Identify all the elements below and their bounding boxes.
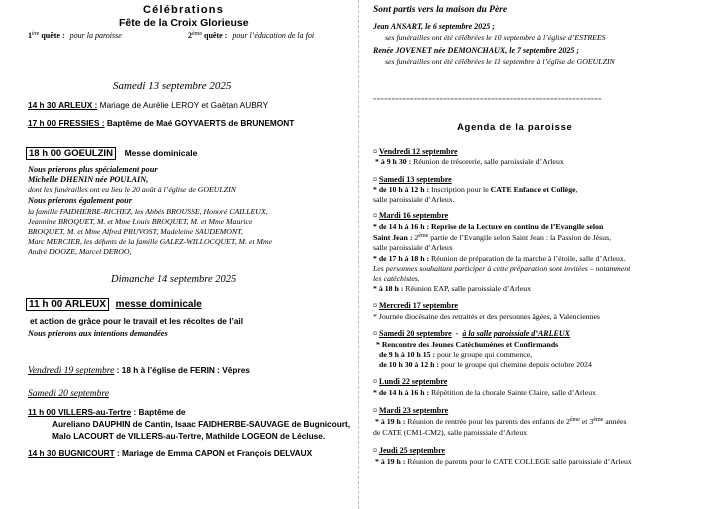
d5-line3 bbox=[379, 360, 592, 369]
d2-l1-text: Inscription pour le bbox=[429, 185, 491, 194]
arleux2-action: et action de grâce pour le travail et les récoltes de l’ail bbox=[30, 316, 244, 326]
bullet-icon: ¤ bbox=[373, 211, 377, 220]
quete1-sup: ère bbox=[32, 31, 40, 37]
d7-l1-text: Réunion de rentrée pour les parents des enfants de 2 bbox=[405, 417, 570, 426]
prions1-heading: Nous prierons plus spécialement pour bbox=[28, 165, 158, 174]
partis-heading: Sont partis vers la maison du Père bbox=[373, 5, 508, 15]
prions2-line4: Marc MERCIER, les défunts de la famille GALEZ-WILLOCQUET, M. et Mme bbox=[28, 237, 273, 246]
d1-l1-text: Réunion de trésorerie, salle paroissiale d’Arleux bbox=[411, 157, 564, 166]
feast-subtitle: Fête de la Croix Glorieuse bbox=[119, 17, 249, 29]
d3-date: Mardi 16 septembre bbox=[379, 211, 449, 220]
d4-date: Mercredi 17 septembre bbox=[379, 301, 459, 310]
agenda-date-vendredi-12 bbox=[373, 147, 458, 156]
agenda-date-mardi-16 bbox=[373, 211, 448, 220]
fressies-time: 17 h 00 FRESSIES : bbox=[28, 118, 105, 128]
d1-l1-time: * à 9 h 30 : bbox=[375, 157, 412, 166]
prions2-heading: Nous prierons également pour bbox=[28, 196, 132, 205]
d8-date: Jeudi 25 septembre bbox=[379, 446, 446, 455]
arleux2-time: 11 h 00 ARLEUX bbox=[26, 298, 109, 311]
d8-line1 bbox=[375, 457, 632, 466]
bullet-icon: ¤ bbox=[373, 377, 377, 386]
d5-date: Samedi 20 septembre bbox=[379, 329, 452, 338]
agenda-date-mercredi-17 bbox=[373, 301, 458, 310]
vendredi-text: : 18 h à l’église de FERIN : Vêpres bbox=[114, 365, 250, 375]
ansart-name: Jean ANSART, le 6 septembre 2025 ; bbox=[373, 22, 495, 31]
agenda-date-samedi-20 bbox=[373, 329, 570, 338]
d3-l4-text: Réunion de préparation de la marche à l’étoile, salle d’Arleux. bbox=[429, 254, 626, 263]
samedi-heading: Samedi 13 septembre 2025 bbox=[113, 80, 232, 92]
d3-l2-sup: ème bbox=[418, 233, 429, 239]
agenda-date-lundi-22 bbox=[373, 377, 447, 386]
quete-line bbox=[28, 31, 122, 40]
d6-l1-text: Répétition de la chorale Sainte Claire, salle d’Arleux bbox=[429, 388, 597, 397]
d1-line1 bbox=[375, 157, 564, 166]
d3-line2 bbox=[373, 233, 611, 242]
fressies-baptism bbox=[28, 118, 294, 128]
d7-line2: de CATE (CM1-CM2), salle paroissiale d’Arleux bbox=[373, 428, 528, 437]
quete2-num: 2 bbox=[188, 31, 192, 40]
d2-line1 bbox=[373, 185, 578, 194]
vendredi-vepres bbox=[28, 365, 250, 376]
arleux2-label: messe dominicale bbox=[115, 299, 202, 310]
d3-line1: * de 14 h à 16 h : Reprise de la Lecture en continu de l’Evangile selon bbox=[373, 222, 604, 231]
d3-line5: Les personnes souhaitant participer à cette préparation sont invitées – notamment bbox=[373, 264, 631, 273]
prions2-line3: BROQUET, M. et Mme Alfred PRUVOST, Madeleine SAUDEMONT, bbox=[28, 227, 243, 236]
bullet-icon: ¤ bbox=[373, 406, 377, 415]
celebrations-title: Célébrations bbox=[143, 4, 225, 16]
d5-l2-time: de 9 h à 10 h 15 : bbox=[379, 350, 436, 359]
quete2-text: pour l’éducation de la foi bbox=[232, 31, 315, 40]
prions2-line2: Jeannine BROQUET, M. et Mme Louis BROQUET, M. et Mme Maurice bbox=[28, 217, 253, 226]
bullet-icon: ¤ bbox=[373, 175, 377, 184]
agenda-title: Agenda de la paroisse bbox=[457, 122, 573, 133]
arleux-text: Mariage de Aurélie LEROY et Gaëtan AUBRY bbox=[97, 100, 269, 110]
bugnicourt-time: 14 h 30 BUGNICOURT bbox=[28, 448, 115, 458]
jovenet-detail: ses funérailles ont été célébrées le 11 septembre à l’église de GOEULZIN bbox=[385, 57, 615, 66]
d5-l3-time: de 10 h 30 à 12 h : bbox=[379, 360, 439, 369]
dimanche-heading: Dimanche 14 septembre 2025 bbox=[111, 274, 237, 285]
bullet-icon: ¤ bbox=[373, 147, 377, 156]
d7-l1-sup2: ème bbox=[593, 417, 604, 423]
prions2-line1: la famille FAIDHERBE-RICHEZ, les Abbés BROUSSE, Honoré CAILLEUX, bbox=[28, 207, 268, 216]
d6-line1 bbox=[373, 388, 596, 397]
goeulzin-label: Messe dominicale bbox=[124, 148, 198, 158]
quete1-label: quête : bbox=[39, 31, 65, 40]
goeulzin-mass bbox=[26, 148, 197, 159]
d3-l2-num: 2 bbox=[412, 233, 419, 242]
d5-line1: * Rencontre des Jeunes Catéchumènes et Confirmands bbox=[376, 340, 559, 349]
arleux-wedding bbox=[28, 100, 268, 110]
d5-place: à la salle paroissiale d’ARLEUX bbox=[462, 329, 570, 338]
d5-line2 bbox=[379, 350, 532, 359]
d5-sep: - bbox=[451, 329, 463, 338]
d7-l1-end: années bbox=[603, 417, 627, 426]
d2-date: Samedi 13 septembre bbox=[379, 175, 452, 184]
quete1-text: pour la paroisse bbox=[69, 31, 122, 40]
prions1-detail: dont les funérailles ont eu lieu le 20 août à l’église de GOEULZIN bbox=[28, 185, 236, 194]
d6-l1-time: * de 14 h à 16 h : bbox=[373, 388, 430, 397]
quete2-line bbox=[188, 31, 314, 40]
vendredi-heading: Vendredi 19 septembre bbox=[28, 366, 115, 376]
d3-l7-time: * à 18 h : bbox=[373, 284, 404, 293]
samedi20-heading: Samedi 20 septembre bbox=[28, 389, 109, 399]
d5-l3-text: pour le groupe qui chemine depuis octobre 2024 bbox=[439, 360, 592, 369]
ansart-detail: ses funérailles ont été célébrées le 10 septembre à l’église d’ESTREES bbox=[385, 33, 606, 42]
d5-l2-text: pour le groupe qui commence, bbox=[435, 350, 533, 359]
bullet-icon: ¤ bbox=[373, 301, 377, 310]
quete2-label: quête : bbox=[202, 31, 228, 40]
d7-line1 bbox=[375, 417, 626, 426]
d8-l1-text: Réunion de parents pour le CATE COLLEGE salle paroissiale d’Arleux bbox=[405, 457, 632, 466]
villers-baptism bbox=[28, 407, 186, 417]
d2-l1-bold: CATE Enfance et Collège bbox=[490, 185, 576, 194]
d7-l1-sup1: ème bbox=[569, 417, 580, 423]
villers-line1: Aureliano DAUPHIN de Cantin, Isaac FAIDHERBE-SAUVAGE de Bugnicourt, bbox=[52, 419, 351, 429]
quete2-sup: ème bbox=[192, 31, 202, 37]
bullet-icon: ¤ bbox=[373, 329, 377, 338]
column-divider bbox=[358, 0, 359, 509]
villers-line2: Malo LACOURT de VILLERS-au-Tertre, Mathilde LOGEON de Lécluse. bbox=[52, 431, 326, 441]
d2-l1-time: * de 10 h à 12 h : bbox=[373, 185, 430, 194]
d3-line4 bbox=[373, 254, 626, 263]
d3-l7-text: Réunion EAP, salle paroissiale d’Arleux bbox=[403, 284, 532, 293]
bugnicourt-text: : Mariage de Emma CAPON et François DELVAUX bbox=[114, 448, 313, 458]
bullet-icon: ¤ bbox=[373, 446, 377, 455]
d7-date: Mardi 23 septembre bbox=[379, 406, 449, 415]
d1-date: Vendredi 12 septembre bbox=[379, 147, 458, 156]
villers-label: : Baptême de bbox=[131, 407, 186, 417]
d2-line2: salle paroissiale d’Arleux. bbox=[373, 195, 455, 204]
goeulzin-time: 18 h 00 GOEULZIN bbox=[26, 147, 116, 160]
d3-line3: salle paroissiale d’Arleux bbox=[373, 243, 453, 252]
quete1-num: 1 bbox=[28, 31, 32, 40]
fressies-text: Baptême de Maé GOYVAERTS de BRUNEMONT bbox=[104, 118, 295, 128]
prions2-line5: André DOOZE, Marcel DEROO, bbox=[28, 247, 132, 256]
d3-line6: les catéchistes. bbox=[373, 274, 420, 283]
agenda-date-jeudi-25 bbox=[373, 446, 445, 455]
d3-l4-time: * de 17 h à 18 h : bbox=[373, 254, 430, 263]
arleux-sunday-mass bbox=[26, 299, 202, 310]
arleux2-prions: Nous prierons aux intentions demandées bbox=[28, 329, 168, 338]
d7-l1-mid: et 3 bbox=[579, 417, 594, 426]
d8-l1-time: * à 19 h : bbox=[375, 457, 406, 466]
d3-l2-bold: Saint Jean : bbox=[373, 233, 413, 242]
jovenet-name: Renée JOVENET née DEMONCHAUX, le 7 septembre 2025 ; bbox=[373, 46, 579, 55]
bugnicourt-wedding bbox=[28, 448, 312, 458]
d6-date: Lundi 22 septembre bbox=[379, 377, 448, 386]
agenda-date-samedi-13 bbox=[373, 175, 452, 184]
arleux-time: 14 h 30 ARLEUX : bbox=[28, 100, 98, 110]
d2-l1-end: , bbox=[575, 185, 578, 194]
separator-line: ============================================================== bbox=[373, 96, 602, 103]
d3-line7 bbox=[373, 284, 531, 293]
prions1-name: Michelle DHENIN née POULAIN, bbox=[28, 175, 149, 184]
d7-l1-time: * à 19 h : bbox=[375, 417, 406, 426]
agenda-date-mardi-23 bbox=[373, 406, 448, 415]
villers-time: 11 h 00 VILLERS-au-Tertre bbox=[28, 407, 132, 417]
d4-line1: * Journée diocésaine des retraités et des personnes âgées, à Valenciennes bbox=[373, 312, 600, 321]
d3-l2-text: partie de l’Evangile selon Saint Jean : la Passion de Jésus, bbox=[428, 233, 612, 242]
